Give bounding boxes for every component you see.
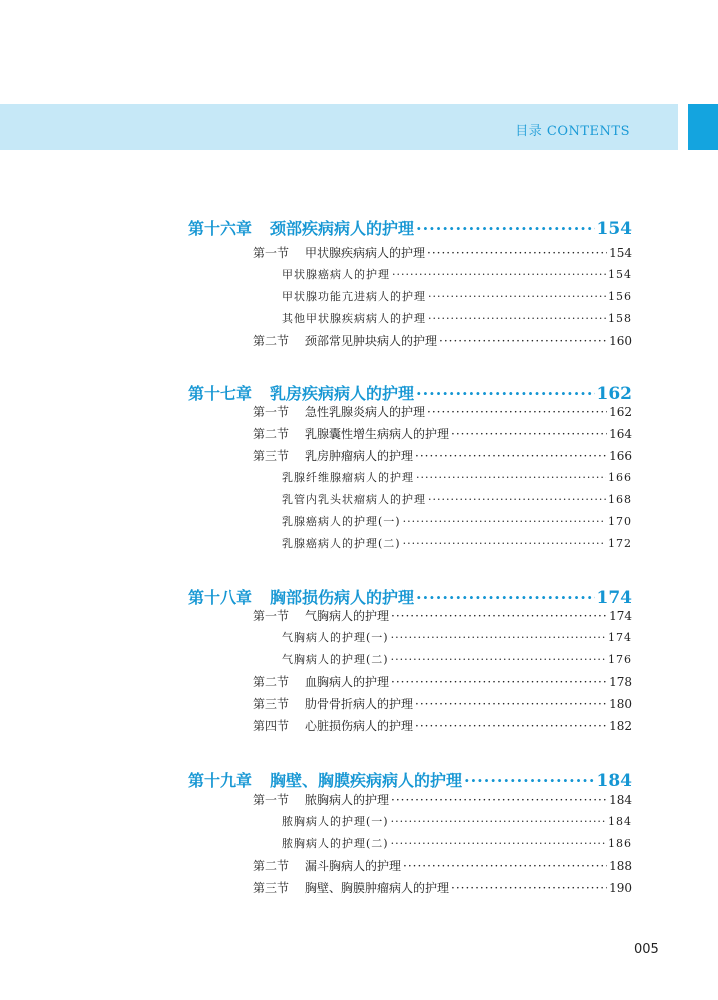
dot-leader xyxy=(391,609,607,623)
entry-page-number: 154 xyxy=(608,268,632,281)
chapter-title: 胸部损伤病人的护理 xyxy=(270,588,415,607)
toc-section-entry[interactable] xyxy=(253,695,632,712)
toc-subsection-entry[interactable] xyxy=(282,513,632,529)
entry-page-number: 166 xyxy=(608,471,632,484)
entry-page-number: 180 xyxy=(609,697,632,711)
entry-label xyxy=(253,695,413,712)
entry-label xyxy=(282,629,389,645)
entry-title: 脓胸病人的护理(二) xyxy=(282,837,389,850)
toc-subsection-entry[interactable] xyxy=(282,835,632,851)
dot-leader xyxy=(391,631,606,644)
entry-title: 血胸病人的护理 xyxy=(305,675,390,689)
dot-leader xyxy=(391,653,606,666)
toc-section-entry[interactable] xyxy=(253,857,632,874)
dot-leader xyxy=(415,449,607,463)
entry-title: 甲状腺疾病病人的护理 xyxy=(305,246,426,260)
dot-leader xyxy=(427,405,607,419)
chapter-number: 第十七章 xyxy=(188,384,253,403)
dot-leader xyxy=(391,793,607,807)
toc-subsection-entry[interactable] xyxy=(282,310,632,326)
entry-label xyxy=(282,266,390,282)
entry-label xyxy=(253,332,437,349)
toc-section-entry[interactable] xyxy=(253,425,632,442)
toc-subsection-entry[interactable] xyxy=(282,813,632,829)
entry-label xyxy=(282,469,414,485)
dot-leader xyxy=(427,246,607,260)
entry-label xyxy=(253,673,389,690)
dot-leader xyxy=(391,837,606,850)
toc-subsection-entry[interactable] xyxy=(282,288,632,304)
dot-leader xyxy=(391,815,606,828)
entry-title: 乳房肿瘤病人的护理 xyxy=(305,449,414,463)
entry-label xyxy=(253,244,425,261)
entry-label xyxy=(253,879,449,896)
entry-label xyxy=(253,447,413,464)
entry-title: 颈部常见肿块病人的护理 xyxy=(305,334,438,348)
toc-chapter-entry[interactable] xyxy=(188,381,632,404)
entry-label xyxy=(253,425,449,442)
entry-page-number: 154 xyxy=(609,246,632,260)
section-number: 第一节 xyxy=(253,405,290,419)
chapter-title: 胸壁、胸膜疾病病人的护理 xyxy=(270,771,463,790)
entry-title: 脓胸病人的护理 xyxy=(305,793,390,807)
entry-title: 肋骨骨折病人的护理 xyxy=(305,697,414,711)
dot-leader xyxy=(403,515,606,528)
entry-label xyxy=(282,288,426,304)
section-number: 第二节 xyxy=(253,675,290,689)
dot-leader xyxy=(415,719,607,733)
dot-leader xyxy=(439,334,607,348)
entry-title: 甲状腺功能亢进病人的护理 xyxy=(282,290,426,303)
page-number: 005 xyxy=(634,942,659,957)
page-title: 目录 CONTENTS xyxy=(515,124,630,139)
toc-section-entry[interactable] xyxy=(253,673,632,690)
dot-leader xyxy=(428,493,606,506)
entry-title: 乳腺癌病人的护理(二) xyxy=(282,537,401,550)
entry-page-number: 174 xyxy=(608,631,632,644)
entry-page-number: 178 xyxy=(609,675,632,689)
chapter-number: 第十六章 xyxy=(188,219,253,238)
entry-page-number: 190 xyxy=(609,881,632,895)
section-number: 第三节 xyxy=(253,881,290,895)
toc-subsection-entry[interactable] xyxy=(282,535,632,551)
dot-leader xyxy=(403,537,606,550)
entry-page-number: 174 xyxy=(609,609,632,623)
toc-chapter-entry[interactable] xyxy=(188,585,632,608)
chapter-label xyxy=(188,768,462,791)
toc-section-entry[interactable] xyxy=(253,717,632,734)
toc-chapter-entry[interactable] xyxy=(188,768,632,791)
entry-title: 心脏损伤病人的护理 xyxy=(305,719,414,733)
chapter-label xyxy=(188,585,414,608)
entry-title: 乳腺癌病人的护理(一) xyxy=(282,515,401,528)
chapter-page-number: 162 xyxy=(596,384,632,404)
entry-title: 其他甲状腺疾病病人的护理 xyxy=(282,312,426,325)
chapter-page-number: 174 xyxy=(596,588,632,608)
entry-title: 胸壁、胸膜肿瘤病人的护理 xyxy=(305,881,450,895)
toc-section-entry[interactable] xyxy=(253,244,632,261)
entry-page-number: 166 xyxy=(609,449,632,463)
entry-title: 气胸病人的护理 xyxy=(305,609,390,623)
entry-page-number: 184 xyxy=(608,815,632,828)
section-number: 第二节 xyxy=(253,334,290,348)
entry-title: 乳腺囊性增生病病人的护理 xyxy=(305,427,450,441)
entry-page-number: 162 xyxy=(609,405,632,419)
toc-section-entry[interactable] xyxy=(253,607,632,624)
section-number: 第三节 xyxy=(253,697,290,711)
section-number: 第一节 xyxy=(253,793,290,807)
entry-page-number: 186 xyxy=(608,837,632,850)
dot-leader xyxy=(392,268,606,281)
chapter-page-number: 184 xyxy=(596,771,632,791)
section-number: 第二节 xyxy=(253,859,290,873)
entry-page-number: 170 xyxy=(608,515,632,528)
section-number: 第三节 xyxy=(253,449,290,463)
entry-label xyxy=(282,535,401,551)
entry-page-number: 184 xyxy=(609,793,632,807)
chapter-title: 颈部疾病病人的护理 xyxy=(270,219,415,238)
section-number: 第一节 xyxy=(253,609,290,623)
dot-leader xyxy=(391,675,607,689)
toc-subsection-entry[interactable] xyxy=(282,469,632,485)
section-number: 第一节 xyxy=(253,246,290,260)
dot-leader xyxy=(416,384,594,403)
entry-label xyxy=(282,813,389,829)
chapter-label xyxy=(188,381,414,404)
toc-subsection-entry[interactable] xyxy=(282,629,632,645)
entry-label xyxy=(282,310,426,326)
toc-section-entry[interactable] xyxy=(253,332,632,349)
toc-section-entry[interactable] xyxy=(253,447,632,464)
entry-title: 急性乳腺炎病人的护理 xyxy=(305,405,426,419)
entry-label xyxy=(282,651,389,667)
dot-leader xyxy=(416,219,594,238)
toc-section-entry[interactable] xyxy=(253,403,632,420)
entry-label xyxy=(282,835,389,851)
entry-page-number: 172 xyxy=(608,537,632,550)
entry-title: 漏斗胸病人的护理 xyxy=(305,859,402,873)
entry-title: 脓胸病人的护理(一) xyxy=(282,815,389,828)
section-number: 第二节 xyxy=(253,427,290,441)
section-number: 第四节 xyxy=(253,719,290,733)
dot-leader xyxy=(451,427,607,441)
dot-leader xyxy=(428,290,606,303)
dot-leader xyxy=(416,588,594,607)
entry-page-number: 168 xyxy=(608,493,632,506)
toc-subsection-entry[interactable] xyxy=(282,266,632,282)
toc-subsection-entry[interactable] xyxy=(282,491,632,507)
entry-label xyxy=(253,791,389,808)
entry-label xyxy=(253,607,389,624)
dot-leader xyxy=(403,859,607,873)
toc-chapter-entry[interactable] xyxy=(188,216,632,239)
chapter-title: 乳房疾病病人的护理 xyxy=(270,384,415,403)
entry-title: 气胸病人的护理(二) xyxy=(282,653,389,666)
chapter-label xyxy=(188,216,414,239)
entry-title: 气胸病人的护理(一) xyxy=(282,631,389,644)
chapter-page-number: 154 xyxy=(596,219,632,239)
entry-label xyxy=(282,513,401,529)
entry-title: 甲状腺癌病人的护理 xyxy=(282,268,390,281)
dot-leader xyxy=(415,697,607,711)
dot-leader xyxy=(464,771,594,790)
entry-page-number: 160 xyxy=(609,334,632,348)
entry-label xyxy=(282,491,426,507)
dot-leader xyxy=(428,312,606,325)
entry-page-number: 188 xyxy=(609,859,632,873)
entry-page-number: 158 xyxy=(608,312,632,325)
dot-leader xyxy=(416,471,606,484)
chapter-number: 第十八章 xyxy=(188,588,253,607)
dot-leader xyxy=(451,881,607,895)
toc-section-entry[interactable] xyxy=(253,879,632,896)
entry-page-number: 164 xyxy=(609,427,632,441)
entry-title: 乳腺纤维腺瘤病人的护理 xyxy=(282,471,414,484)
entry-page-number: 156 xyxy=(608,290,632,303)
toc-section-entry[interactable] xyxy=(253,791,632,808)
chapter-number: 第十九章 xyxy=(188,771,253,790)
entry-page-number: 182 xyxy=(609,719,632,733)
entry-label xyxy=(253,717,413,734)
entry-label xyxy=(253,403,425,420)
entry-label xyxy=(253,857,401,874)
entry-page-number: 176 xyxy=(608,653,632,666)
toc-subsection-entry[interactable] xyxy=(282,651,632,667)
entry-title: 乳管内乳头状瘤病人的护理 xyxy=(282,493,426,506)
